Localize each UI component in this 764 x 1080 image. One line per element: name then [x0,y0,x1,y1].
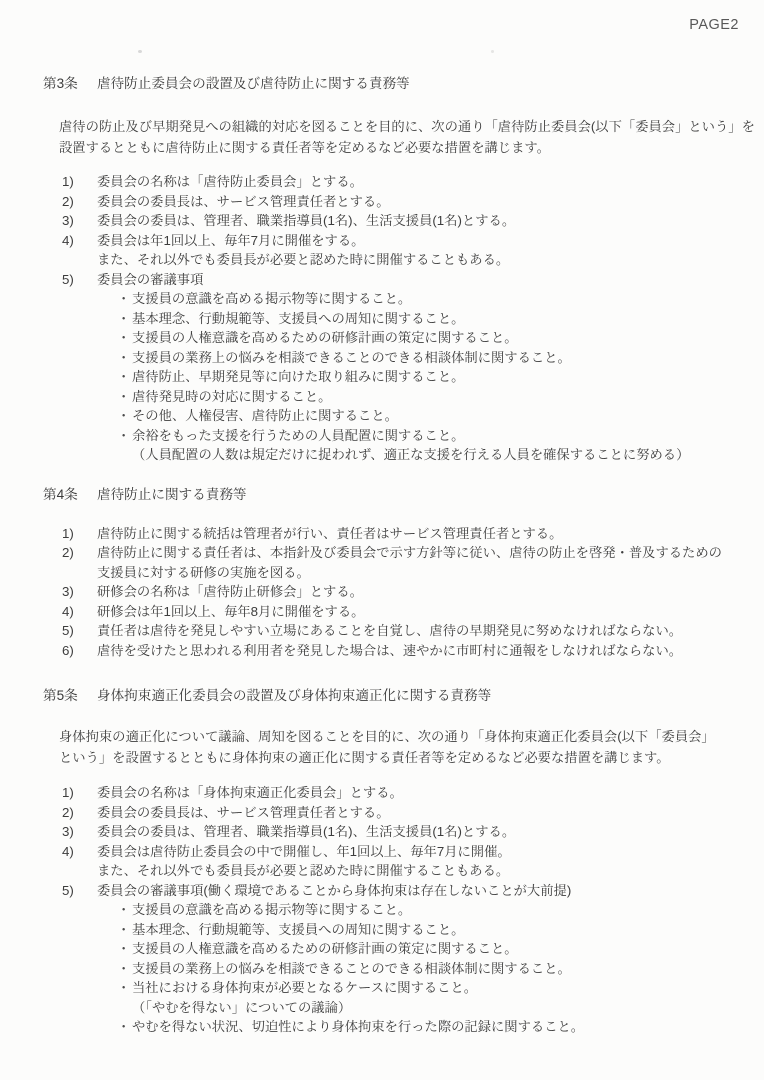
bullet-text: 支援員の業務上の悩みを相談できることのできる相談体制に関すること。 [132,960,571,976]
intro-line: 虐待の防止及び早期発見への組織的対応を図ることを目的に、次の通り「虐待防止委員会(以下「委員会」という」を [59,119,755,134]
bullet-item [97,920,764,940]
bullet-item [97,328,764,348]
article-3-heading [43,76,764,92]
numbered-item [62,842,764,881]
bullet-note: （「やむを得ない」についての議論） [132,999,352,1015]
bullet-icon: ・ [117,960,131,976]
bullet-icon: ・ [117,369,131,384]
bullet-text: 支援員の人権意識を高めるための研修計画の策定に関すること。 [132,941,518,956]
bullet-item [97,289,764,309]
item-number: 3) [62,213,74,228]
item-text: 責任者は虐待を発見しやすい立場にあることを自覚し、虐待の早期発見に努めなければならない。 [97,623,683,638]
bullet-item [97,387,764,407]
article-title: 虐待防止委員会の設置及び虐待防止に関する責務等 [97,76,410,91]
item-text: 研修会の名称は「虐待防止研修会」とする。 [97,584,363,599]
bullet-text: 基本理念、行動規範等、支援員への周知に関すること。 [132,310,465,326]
item-number: 4) [62,232,74,248]
bullet-text: その他、人権侵害、虐待防止に関すること。 [132,408,398,423]
bullet-item [97,939,764,959]
article-3-intro [59,117,755,158]
item-text: 研修会は年1回以上、毎年8月に開催をする。 [97,603,365,619]
numbered-item [62,822,764,842]
item-text: 委員会の名称は「身体拘束適正化委員会」とする。 [97,785,403,800]
item-number: 2) [62,804,74,820]
bullet-icon: ・ [117,388,131,404]
item-number: 4) [62,843,74,859]
bullet-icon: ・ [117,921,131,937]
numbered-item [62,543,764,582]
page-number-label: PAGE2 [689,17,739,33]
article-5-heading [43,688,764,704]
article-number: 第3条 [43,76,78,91]
numbered-item [62,621,764,641]
bullet-icon: ・ [117,408,131,423]
item-text: 委員会は年1回以上、毎年7月に開催をする。 [97,232,365,248]
bullet-icon: ・ [117,980,131,995]
item-number: 2) [62,193,74,209]
item-text: 委員会の委員は、管理者、職業指導員(1名)、生活支援員(1名)とする。 [97,824,516,839]
article-5-items [0,783,764,1037]
bullet-list [97,900,764,1037]
article-3-items [0,172,764,465]
bullet-text: 基本理念、行動規範等、支援員への周知に関すること。 [132,921,465,937]
bullet-icon: ・ [117,349,131,365]
numbered-item [62,231,764,270]
intro-line: という」を設置するとともに身体拘束の適正化に関する責任者等を定めるなど必要な措置を講じます。 [59,749,670,765]
bullet-item [97,426,764,446]
item-number: 2) [62,545,74,560]
bullet-icon: ・ [117,330,131,345]
bullet-text: やむを得ない状況、切迫性により身体拘束を行った際の記録に関すること。 [132,1019,585,1034]
bullet-text: 当社における身体拘束が必要となるケースに関すること。 [132,980,478,995]
article-4-heading [43,487,764,503]
bullet-list [97,289,764,465]
item-text-continuation: 支援員に対する研修の実施を図る。 [97,564,310,580]
item-number: 3) [62,824,74,839]
item-number: 4) [62,603,74,619]
bullet-item [97,900,764,920]
bullet-icon: ・ [117,1019,131,1034]
item-number: 1) [62,174,74,189]
numbered-item [62,192,764,212]
bullet-item [97,406,764,426]
article-4-items [0,524,764,661]
item-text-continuation: また、それ以外でも委員長が必要と認めた時に開催することもある。 [97,863,510,878]
bullet-text: 支援員の意識を高める掲示物等に関すること。 [132,291,412,306]
item-text: 委員会の審議事項 [97,271,204,287]
bullet-text: 支援員の人権意識を高めるための研修計画の策定に関すること。 [132,330,518,345]
intro-line: 設置するとともに虐待防止に関する責任者等を定めるなど必要な措置を講じます。 [59,139,550,155]
item-number: 3) [62,584,74,599]
item-text: 委員会の委員は、管理者、職業指導員(1名)、生活支援員(1名)とする。 [97,213,516,228]
bullet-icon: ・ [117,941,131,956]
bullet-icon: ・ [117,310,131,326]
bullet-item [97,978,764,998]
numbered-item [62,602,764,622]
item-number: 1) [62,785,74,800]
bullet-item [97,348,764,368]
bullet-item [97,309,764,329]
item-number: 5) [62,623,74,638]
item-text: 虐待を受けたと思われる利用者を発見した場合は、速やかに市町村に通報をしなければならない。 [97,642,683,658]
numbered-item [62,211,764,231]
bullet-text: 虐待防止、早期発見等に向けた取り組みに関すること。 [132,369,465,384]
numbered-item [62,524,764,544]
bullet-text: 支援員の業務上の悩みを相談できることのできる相談体制に関すること。 [132,349,571,365]
item-text: 委員会の委員長は、サービス管理責任者とする。 [97,804,390,820]
intro-line: 身体拘束の適正化について議論、周知を図ることを目的に、次の通り「身体拘束適正化委員会(以下「委員会」 [59,729,715,744]
bullet-icon: ・ [117,427,131,443]
bullet-item [97,367,764,387]
article-5-intro [59,727,734,768]
numbered-item [62,783,764,803]
article-title: 身体拘束適正化委員会の設置及び身体拘束適正化に関する責務等 [97,688,492,703]
numbered-item [62,641,764,661]
item-text: 虐待防止に関する統括は管理者が行い、責任者はサービス管理責任者とする。 [97,525,563,541]
item-text: 虐待防止に関する責任者は、本指針及び委員会で示す方針等に従い、虐待の防止を啓発・普及するための [97,545,722,560]
bullet-text: 余裕をもった支援を行うための人員配置に関すること。 [132,427,465,443]
item-number: 1) [62,525,74,541]
bullet-item [97,1017,764,1037]
item-text: 委員会の委員長は、サービス管理責任者とする。 [97,193,390,209]
item-text-continuation: また、それ以外でも委員長が必要と認めた時に開催することもある。 [97,252,510,267]
numbered-item [62,582,764,602]
item-text: 委員会は虐待防止委員会の中で開催し、年1回以上、毎年7月に開催。 [97,843,511,859]
numbered-item [62,172,764,192]
item-text: 委員会の名称は「虐待防止委員会」とする。 [97,174,363,189]
item-number: 5) [62,882,74,898]
article-title: 虐待防止に関する責務等 [97,486,247,502]
article-number: 第5条 [43,688,78,703]
numbered-item [62,270,764,465]
numbered-item [62,803,764,823]
numbered-item [62,881,764,1037]
bullet-text: 虐待発見時の対応に関すること。 [132,388,332,404]
bullet-note: （人員配置の人数は規定だけに捉われず、適正な支援を行える人員を確保することに努める） [132,447,690,462]
item-number: 5) [62,271,74,287]
bullet-text: 支援員の意識を高める掲示物等に関すること。 [132,902,412,917]
bullet-item [97,959,764,979]
item-number: 6) [62,642,74,658]
item-text: 委員会の審議事項(働く環境であることから身体拘束は存在しないことが大前提) [97,882,572,898]
bullet-icon: ・ [117,291,131,306]
bullet-icon: ・ [117,902,131,917]
article-number: 第4条 [43,486,78,502]
